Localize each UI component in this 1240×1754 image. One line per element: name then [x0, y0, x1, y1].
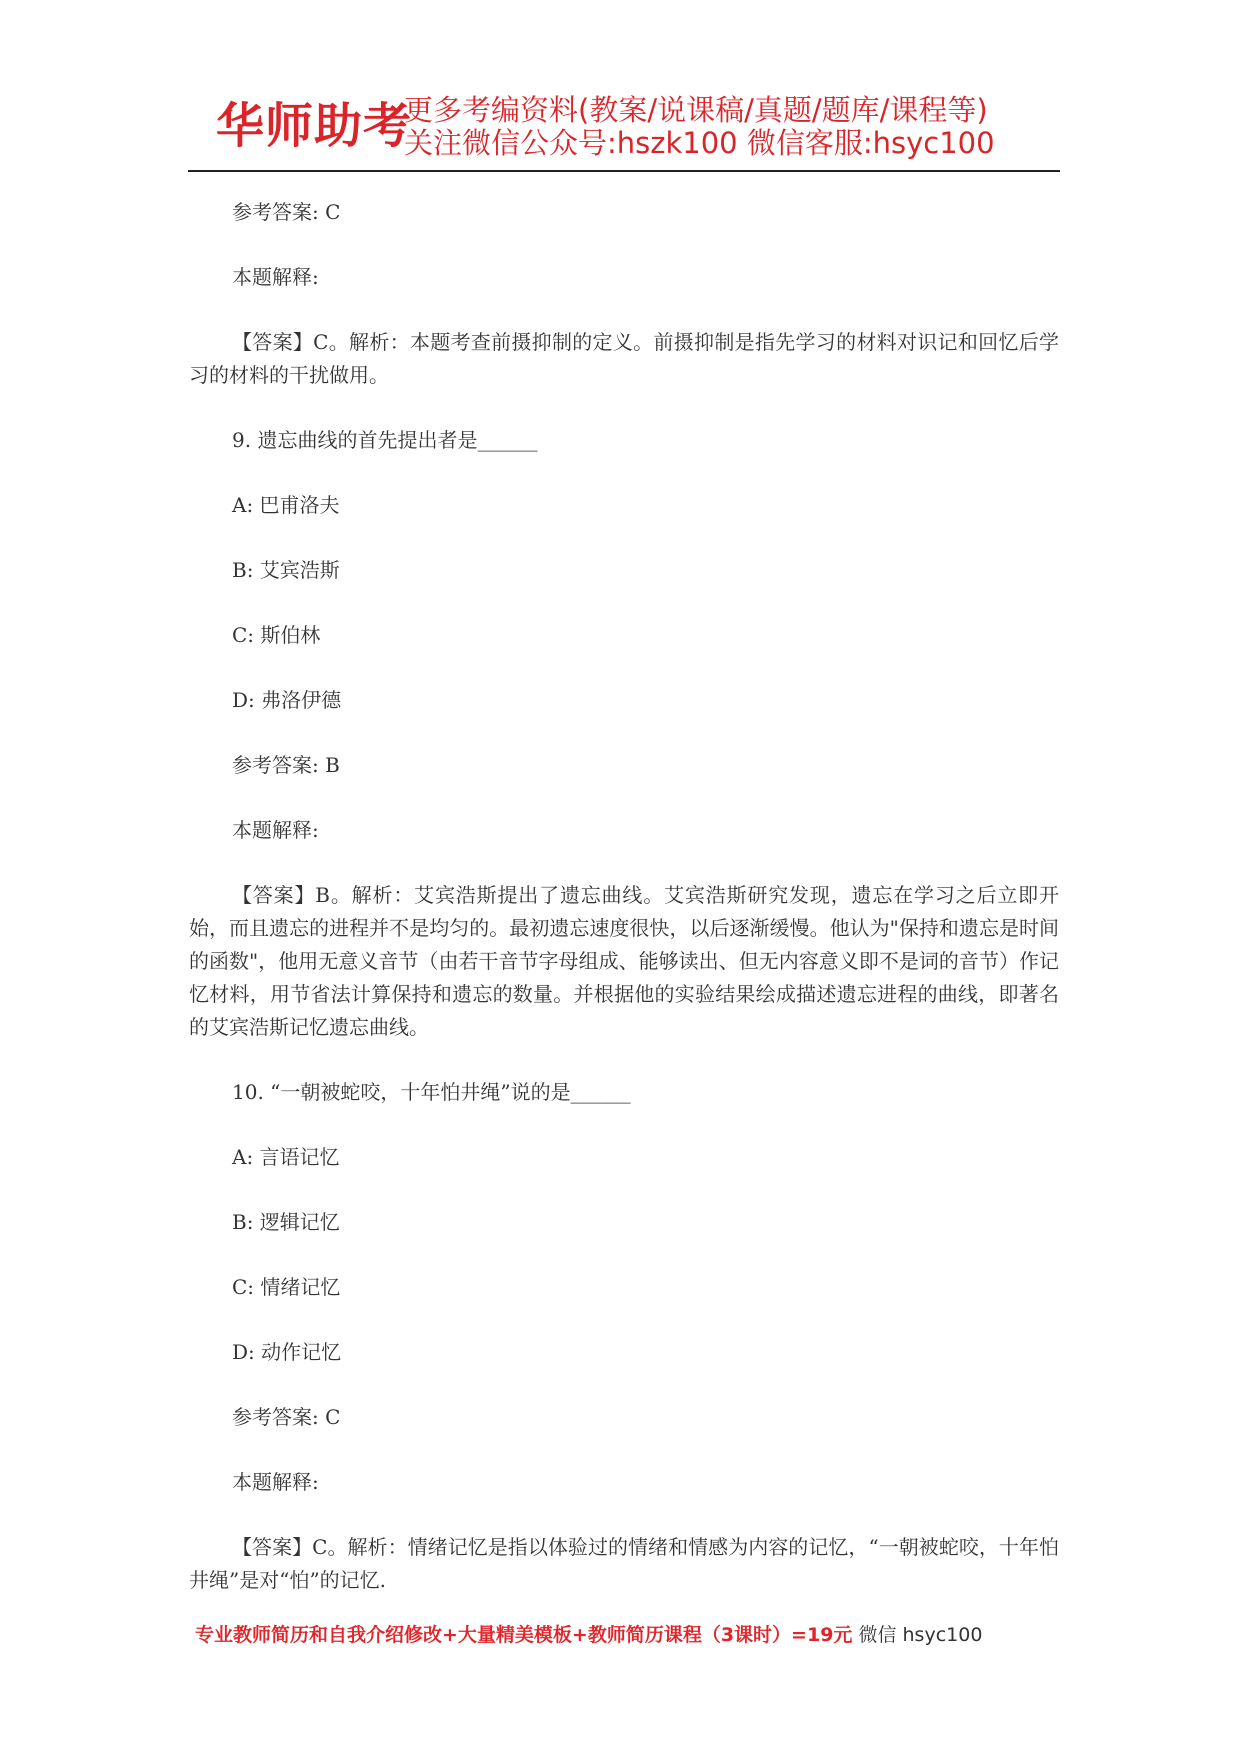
page-footer	[195, 1620, 982, 1650]
q8-explanation: 【答案】C。解析：本题考查前摄抑制的定义。前摄抑制是指先学习的材料对识记和回忆后学习的材料的干扰做用。	[189, 330, 1059, 387]
q9-option-b: B: 艾宾浩斯	[232, 558, 340, 582]
q9-option-d: D: 弗洛伊德	[232, 688, 342, 712]
q9-option-a: A: 巴甫洛夫	[232, 493, 340, 517]
q8-explain-label: 本题解释:	[232, 265, 319, 289]
q10-explain-label: 本题解释:	[232, 1470, 319, 1494]
q10-explanation: 【答案】C。解析：情绪记忆是指以体验过的情绪和情感为内容的记忆，“一朝被蛇咬，十年怕井绳”是对“怕”的记忆.	[189, 1535, 1059, 1592]
q10-option-c: C: 情绪记忆	[232, 1275, 341, 1299]
q10-option-a: A: 言语记忆	[232, 1145, 340, 1169]
header-ad-line-1: 更多考编资料(教案/说课稿/真题/题库/课程等)	[404, 93, 988, 127]
q8-answer: 参考答案: C	[232, 200, 341, 224]
document-body	[189, 196, 1059, 1597]
page-header	[188, 88, 1060, 172]
q10-answer: 参考答案: C	[232, 1405, 341, 1429]
q9-explain-label: 本题解释:	[232, 818, 319, 842]
brand-logo: 华师助考	[216, 98, 413, 154]
q9-explanation: 【答案】B。解析：艾宾浩斯提出了遗忘曲线。艾宾浩斯研究发现，遗忘在学习之后立即开始，而且遗忘的进程并不是均匀的。最初遗忘速度很快，以后逐渐缓慢。他认为"保持和遗忘是时间的函数"，他用无意义音节（由若干音节字母组成、能够读出、但无内容意义即不是词的音节）作记忆材料，用节省法计算保持和遗忘的数量。并根据他的实验结果绘成描述遗忘进程的曲线，即著名的艾宾浩斯记忆遗忘曲线。	[189, 883, 1059, 1039]
q10-stem: 10. “一朝被蛇咬，十年怕井绳”说的是______	[232, 1080, 631, 1104]
q9-option-c: C: 斯伯林	[232, 623, 321, 647]
q9-stem: 9. 遗忘曲线的首先提出者是______	[232, 428, 538, 452]
q10-option-d: D: 动作记忆	[232, 1340, 342, 1364]
header-ad	[404, 94, 995, 160]
footer-contact: 微信 hsyc100	[852, 1624, 983, 1646]
footer-promo: 专业教师简历和自我介绍修改+大量精美模板+教师简历课程（3课时）=19元	[195, 1624, 853, 1646]
q10-option-b: B: 逻辑记忆	[232, 1210, 340, 1234]
header-ad-line-2: 关注微信公众号:hszk100 微信客服:hsyc100	[404, 126, 995, 160]
q9-answer: 参考答案: B	[232, 753, 340, 777]
